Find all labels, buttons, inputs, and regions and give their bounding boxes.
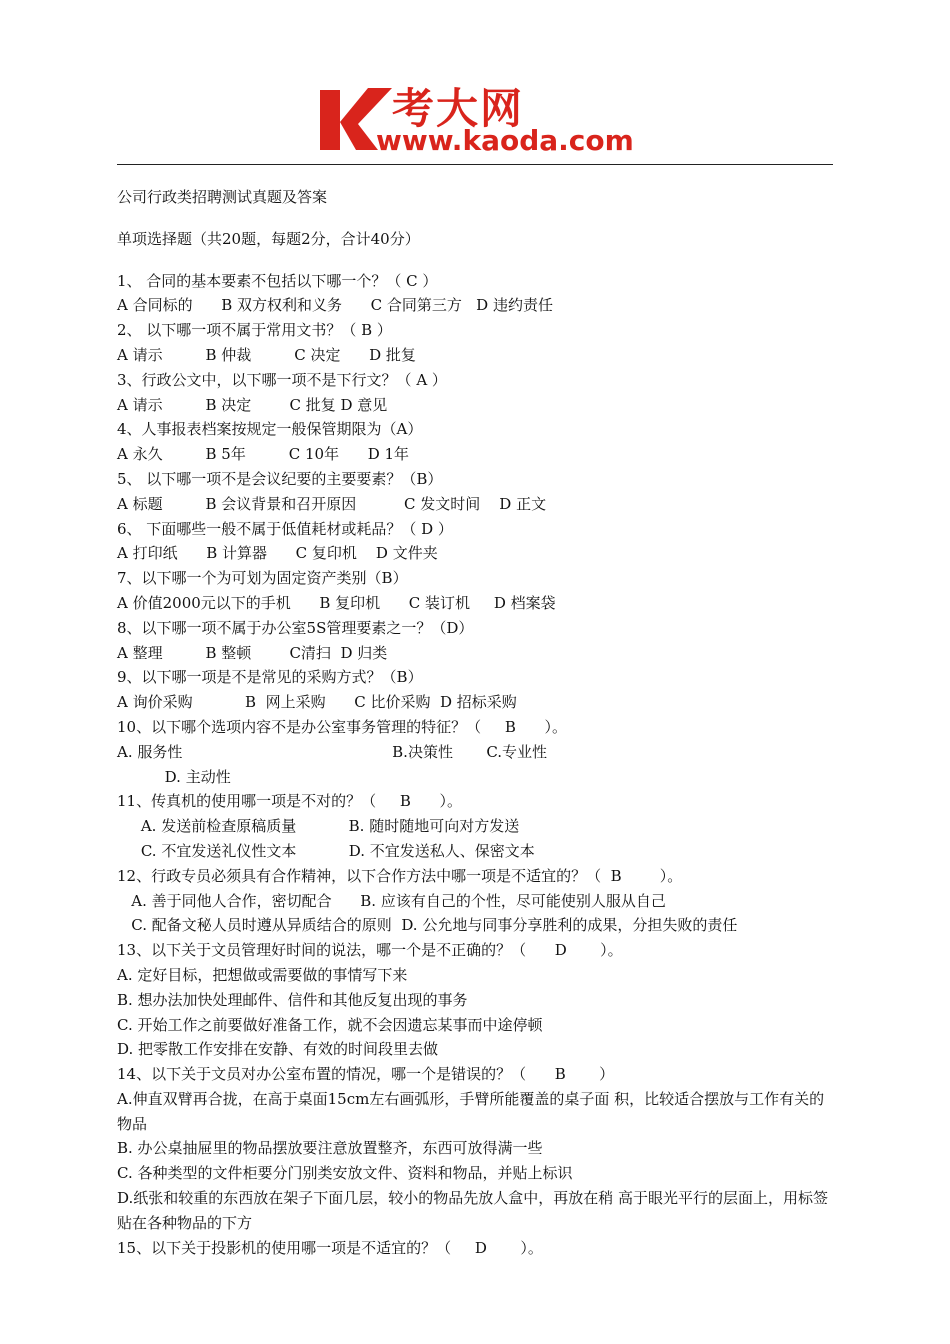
document-line: A. 善于同他人合作，密切配合 B. 应该有自己的个性，尽可能使别人服从自己 xyxy=(117,891,666,910)
document-line: D. 把零散工作安排在安静、有效的时间段里去做 xyxy=(117,1040,439,1059)
document-line: A 价值2000元以下的手机 B 复印机 C 装订机 D 档案袋 xyxy=(117,593,556,612)
document-line: A. 发送前检查原稿质量 B. 随时随地可向对方发送 xyxy=(117,817,520,836)
document-line: 15、以下关于投影机的使用哪一项是不适宜的？（ D ）。 xyxy=(117,1238,543,1257)
document-line: D.纸张和较重的东西放在架子下面几层，较小的物品先放人盒中，再放在稍 高于眼光平行的层面上，用标签贴在各种物品的下方 xyxy=(117,1189,829,1232)
document-title: 公司行政类招聘测试真题及答案 xyxy=(117,188,328,206)
document-line: 13、以下关于文员管理好时间的说法，哪一个是不正确的？（ D ）。 xyxy=(117,941,623,960)
document-line: A.伸直双臂再合拢，在高于桌面15cm左右画弧形，手臂所能覆盖的桌子面 积，比较适合摆放与工作有关的物品 xyxy=(117,1089,825,1133)
document-line: C. 不宜发送礼仪性文本 D. 不宜发送私人、保密文本 xyxy=(117,841,535,860)
document-line: 4、人事报表档案按规定一般保管期限为（A） xyxy=(117,420,423,439)
document-line: C. 各种类型的文件柜要分门别类安放文件、资料和物品，并贴上标识 xyxy=(117,1164,573,1183)
document-line: 12、行政专员必须具有合作精神，以下合作方法中哪一项是不适宜的？（ B ）。 xyxy=(117,866,683,885)
document-line: 8、以下哪一项不属于办公室5S管理要素之一？（D） xyxy=(117,618,474,637)
document-line: 10、以下哪个选项内容不是办公室事务管理的特征？（ B ）。 xyxy=(117,717,568,736)
document-line: D. 主动性 xyxy=(117,767,231,786)
document-line: 9、以下哪一项是不是常见的采购方式？（B） xyxy=(117,668,423,687)
document-line: B. 办公桌抽屉里的物品摆放要注意放置整齐，东西可放得满一些 xyxy=(117,1139,543,1158)
document-line: A 打印纸 B 计算器 C 复印机 D 文件夹 xyxy=(117,544,438,563)
question-list xyxy=(117,269,837,1261)
logo-chinese-text: 考大网 xyxy=(392,84,525,133)
document-line: A 标题 B 会议背景和召开原因 C 发文时间 D 正文 xyxy=(117,494,547,513)
header-divider xyxy=(117,164,833,165)
document-line: C. 开始工作之前要做好准备工作，就不会因遗忘某事而中途停顿 xyxy=(117,1015,543,1034)
document-line: 3、行政公文中，以下哪一项不是下行文？（ A ） xyxy=(117,370,447,389)
document-line: 1、 合同的基本要素不包括以下哪一个？（ C ） xyxy=(117,271,438,290)
document-line: A 请示 B 仲裁 C 决定 D 批复 xyxy=(117,345,416,364)
document-line: 14、以下关于文员对办公室布置的情况，哪一个是错误的？（ B ） xyxy=(117,1065,615,1084)
document-line: 7、以下哪一个为可划为固定资产类别（B） xyxy=(117,569,408,588)
document-line: A. 定好目标，把想做或需要做的事情写下来 xyxy=(117,965,408,984)
document-line: C. 配备文秘人员时遵从异质结合的原则 D. 公允地与同事分享胜利的成果，分担失败的责任 xyxy=(117,916,738,935)
document-body xyxy=(117,185,837,1260)
section-heading: 单项选择题（共20题，每题2分，合计40分） xyxy=(117,229,420,248)
document-line: 6、 下面哪些一般不属于低值耗材或耗品？（ D ） xyxy=(117,519,453,538)
logo-url-text: www.kaoda.com xyxy=(376,124,634,157)
document-line: A 询价采购 B 网上采购 C 比价采购 D 招标采购 xyxy=(117,693,517,712)
kaoda-logo xyxy=(318,82,638,162)
document-line: 5、 以下哪一项不是会议纪要的主要要素？（B） xyxy=(117,469,443,488)
document-line: A 永久 B 5年 C 10年 D 1年 xyxy=(117,445,410,464)
document-line: 11、传真机的使用哪一项是不对的？（ B ）。 xyxy=(117,792,463,811)
document-line: A 整理 B 整顿 C清扫 D 归类 xyxy=(117,643,388,662)
document-line: 2、 以下哪一项不属于常用文书？（ B ） xyxy=(117,321,392,340)
document-line: A. 服务性 B.决策性 C.专业性 xyxy=(117,742,548,761)
document-line: A 合同标的 B 双方权利和义务 C 合同第三方 D 违约责任 xyxy=(117,296,553,315)
document-line: B. 想办法加快处理邮件、信件和其他反复出现的事务 xyxy=(117,990,468,1009)
document-line: A 请示 B 决定 C 批复 D 意见 xyxy=(117,395,388,414)
